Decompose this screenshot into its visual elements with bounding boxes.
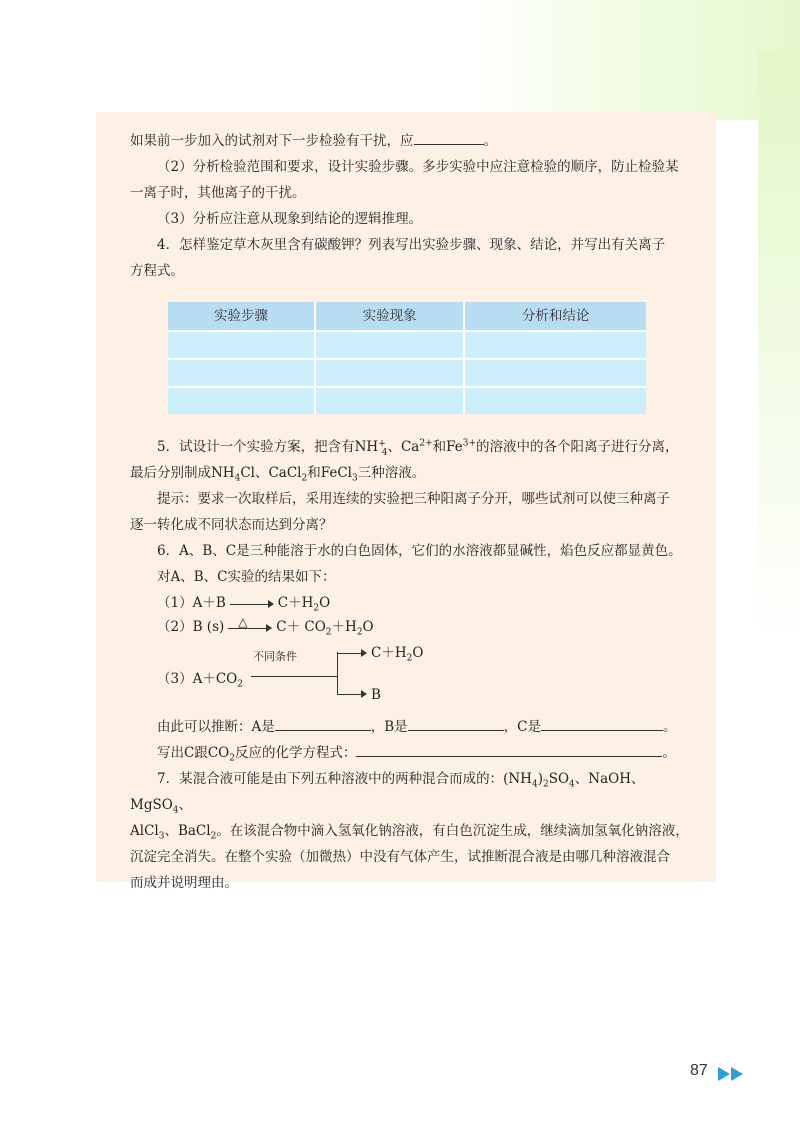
reaction-arrow-icon [228,614,272,633]
text: ，B是 [370,719,408,735]
subscript: 2 [210,831,217,842]
table-cell[interactable] [168,331,315,359]
branch-line [251,676,337,677]
text: 如果前一步加入的试剂对下一步检验有干扰，应 [130,133,414,149]
text: 最后分别制成NH [130,465,235,481]
table-header: 分析和结论 [464,302,646,331]
text: 和FeCl [307,465,352,481]
subscript: 2 [301,473,308,484]
inference-line [130,714,690,740]
arrow-right-icon [731,1067,743,1081]
subscript: 2 [356,627,363,638]
superscript: 3+ [462,438,477,449]
table-cell[interactable] [168,359,315,387]
reactants [157,666,243,692]
table-cell[interactable] [315,359,464,387]
text: 。 [663,719,677,735]
text: 。 [662,745,676,761]
side-decoration [758,50,800,1132]
subscript: 2 [325,627,332,638]
subscript: 4 [531,779,538,790]
subscript: 4 [234,473,241,484]
reaction-1 [130,590,690,614]
text: 、 [178,797,193,813]
product-bottom: B [371,687,381,703]
text: O [319,595,331,611]
reactants: （1）A＋B [157,595,226,611]
corner-decoration [470,0,800,120]
subscript: 2 [406,653,413,664]
text: ＋H [331,619,357,635]
question-6: 6．A、B、C是三种能溶于水的白色固体，它们的水溶液都显碱性，焰色反应都显黄色。 [157,543,682,559]
arrow-right-icon [337,689,367,699]
text-line: 一离子时，其他离子的干扰。 [130,185,306,201]
text-line: 沉淀完全消失。在整个实验（加微热）中没有气体产生，试推断混合液是由哪几种溶液混合 [130,849,670,865]
products: C＋H [277,595,314,611]
text: O [412,645,424,661]
question-5 [130,434,690,460]
hint-text: 逐一转化成不同状态而达到分离？ [130,517,333,533]
reaction-3 [157,644,690,710]
subscript: 2 [237,679,243,690]
experiment-table [168,302,646,414]
subscript: 3 [352,473,358,484]
question-4: 4．怎样鉴定草木灰里含有碳酸钾？列表写出实验步骤、现象、结论，并写出有关离子 [157,237,666,253]
text: 。 [483,133,497,149]
answer-blank[interactable] [414,130,484,145]
reactants: （2）B (s) [157,619,225,635]
text: ) [537,771,543,787]
branch-line [337,652,338,694]
hint-text: 提示：要求一次取样后，采用连续的实验把三种阳离子分开，哪些试剂可以使三种离子 [157,491,670,507]
text-line [130,460,690,486]
table-cell[interactable] [464,387,646,414]
text: SO [548,771,570,787]
table-row [168,331,646,359]
table-cell[interactable] [168,387,315,414]
answer-blank-equation[interactable] [356,742,662,757]
text: 、Ca [387,439,420,455]
answer-blank-c[interactable] [541,716,663,731]
text: 由此可以推断：A是 [157,719,275,735]
reaction-arrow-icon [230,599,274,609]
table-row [168,387,646,414]
text: 的溶液中的各个阳离子进行分离， [476,439,679,455]
text: 7．某混合液可能是由下列五种溶液中的两种混合而成的：(NH [157,771,532,787]
text-line [130,128,690,154]
text: O [362,619,374,635]
subscript: 4 [172,805,179,816]
heat-triangle-icon: △ [238,614,248,629]
question-7 [130,766,690,818]
table-header: 实验步骤 [168,302,315,331]
page-number: 87 [690,1062,708,1079]
reaction-condition: 不同条件 [253,650,297,663]
text: 。在该混合物中滴入氢氧化钠溶液，有白色沉淀生成，继续滴加氢氧化钠溶液， [216,823,689,839]
subscript: 2 [229,753,235,764]
arrow-right-icon [718,1067,730,1081]
arrow-right-icon [337,648,367,658]
equation-line [130,740,690,766]
superscript: 2+ [419,438,433,449]
text-line: 方程式。 [130,263,184,279]
text: 写出C跟CO [157,745,230,761]
subscript: 2 [542,779,549,790]
subscript: 4 [381,447,388,458]
products: C＋ CO [276,619,326,635]
subscript: 2 [313,603,320,614]
text: 5．试设计一个实验方案，把含有NH [157,439,379,455]
answer-blank-a[interactable] [275,716,371,731]
subscript: 3 [158,831,165,842]
superscript: + [378,438,386,449]
text-line: （2）分析检验范围和要求，设计实验步骤。多步实验中应注意检验的顺序，防止检验某 [157,159,679,175]
text-line: （3）分析应注意从现象到结论的逻辑推理。 [157,211,423,227]
text: Cl、CaCl [240,465,302,481]
product-top [371,640,423,666]
next-page-arrows-icon [718,1066,744,1085]
text: C＋H [371,645,407,661]
table-cell[interactable] [464,359,646,387]
text: （3）A＋CO [157,671,238,687]
text-line: 对A、B、C实验的结果如下： [157,569,336,585]
table-cell[interactable] [315,387,464,414]
text-line [130,818,690,844]
answer-blank-b[interactable] [408,716,504,731]
table-header: 实验现象 [315,302,464,331]
text: AlCl [130,823,159,839]
table-cell[interactable] [464,331,646,359]
text: ，C是 [503,719,542,735]
table-row [168,359,646,387]
exercise-content [130,128,690,896]
text-line: 而成并说明理由。 [130,875,238,891]
subscript: 4 [569,779,575,790]
text: 三种溶液。 [357,465,426,481]
text: 、BaCl [164,823,211,839]
text: 、NaOH、MgSO [130,771,645,813]
text: 反应的化学方程式： [234,745,357,761]
reaction-2 [130,614,690,638]
text: 和Fe [432,439,463,455]
table-cell[interactable] [315,331,464,359]
